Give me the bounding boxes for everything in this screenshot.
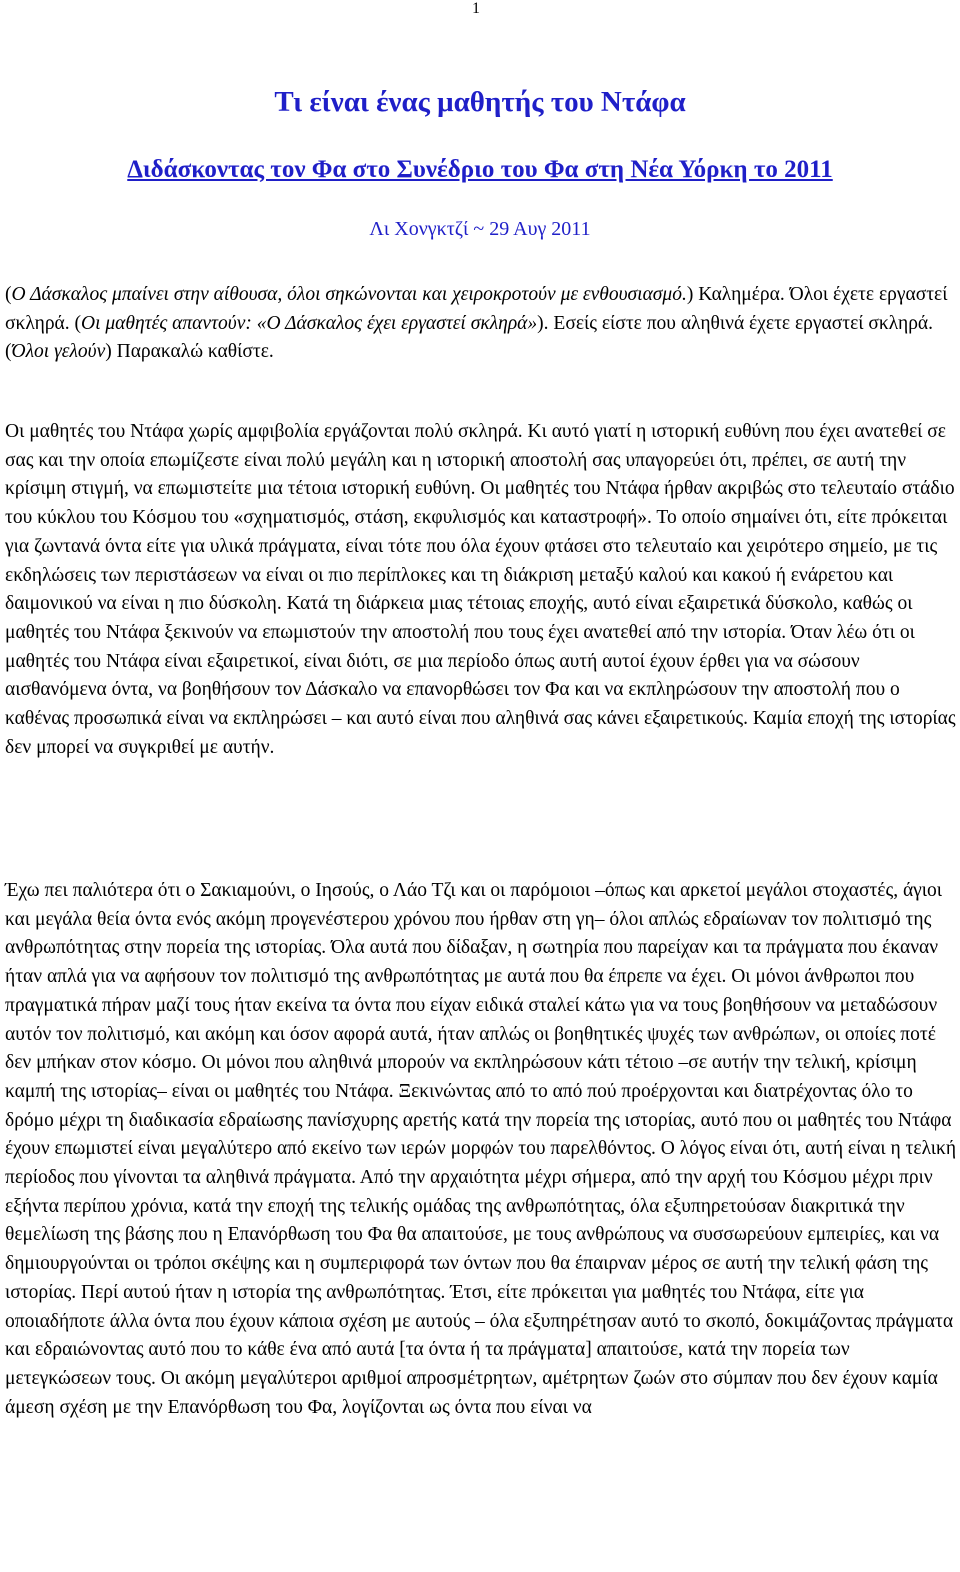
author-date: Λι Χονγκτζί ~ 29 Αυγ 2011 xyxy=(369,218,591,240)
body-paragraph-2: Έχω πει παλιότερα ότι ο Σακιαμούνι, ο Ιησούς, ο Λάο Τζι και οι παρόμοιοι –όπως και αρκετοί μεγάλοι στοχαστές, άγιοι και μεγάλα θεία όντα ενός ακόμη προγενέστερου χρόνου που ήρθαν στη γη– όλοι απλώς εδραίωναν τον πολιτισμό της ανθρωπότητας στην πορεία της ιστορίας. Όλα αυτά που δίδαξαν, η σωτηρία που παρείχαν και τα πράγματα που έκαναν ήταν απλά για να αφήσουν τον πολιτισμό της ανθρωπότητας με αυτά που θα έπρεπε να έχει. Οι μόνοι άνθρωποι που πραγματικά πήραν μαζί τους ήταν εκείνα τα όντα που είχαν ειδικά σταλεί κάτω για να τους βοηθήσουν να μεταδώσουν αυτόν τον πολιτισμό, και ακόμη και όσον αφορά αυτά, ήταν απλώς οι βοηθητικές ψυχές των ανθρώπων, οι οποίες ποτέ δεν μπήκαν στον κόσμο. Οι μόνοι που αληθινά μπορούν να εκπληρώσουν κάτι τέτοιο –σε αυτήν την τελική, κρίσιμη καμπή της ιστορίας– είναι οι μαθητές του Ντάφα. Ξεκινώντας από το από πού προέρχονται και διατρέχοντας όλο το δρόμο μέχρι τη διαδικασία εδραίωσης πανίσχυρης αρετής κατά την πορεία της ιστορίας, αυτό που οι μαθητές του Ντάφα έχουν επωμιστεί είναι μεγαλύτερο από εκείνο των ιερών μορφών του παρελθόντος. Ο λόγος είναι ότι, αυτή είναι η τελική περίοδος που γίνονται τα αληθινά πράγματα. Από την αρχαιότητα μέχρι σήμερα, από την αρχή του Κόσμου μέχρι πριν εξήντα περίπου χρόνια, κατά την εποχή της τελικής ομάδας της ανθρωπότητας, όλα εξυπηρετούσαν διακριτικά την θεμελίωση της βάσης που η Επανόρθωση του Φα θα απαιτούσε, με τους ανθρώπους να συσσωρεύουν εμπειρίες, και να δημιουργούνται οι τρόποι σκέψης και η συμπεριφορά των όντων που θα έπαιρναν μέρος σε αυτή την τελική φάση της ιστορίας. Περί αυτού ήταν η ιστορία της ανθρωπότητας. Έτσι, είτε πρόκειται για μαθητές του Ντάφα, είτε για οποιαδήποτε άλλα όντα που έχουν κάποια σχέση με αυτούς – όλα εξυπηρέτησαν αυτό το σκοπό, δοκιμάζοντας πράγματα και εδραιώνοντας αυτό που το κάθε ένα από αυτά [τα όντα ή τα πράγματα] απαιτούσε, κατά την πορεία των μετεγκώσεων τους. Οι ακόμη μεγαλύτεροι αριθμοί απροσμέτρητων, αμέτρητων ζωών στο σύμπαν που δεν έχουν καμία άμεση σχέση με την Επανόρθωση του Φα, λογίζονται ως όντα που είναι να xyxy=(5,880,957,1418)
intro-students-reply: Οι μαθητές απαντούν: «Ο Δάσκαλος έχει εργαστεί σκληρά» xyxy=(81,312,538,334)
intro-stage-direction: Ο Δάσκαλος μπαίνει στην αίθουσα, όλοι σηκώνονται και χειροκροτούν με ενθουσιασμό. xyxy=(11,284,687,305)
intro-response: ). Εσείς είστε που αληθινά έχετε εργαστεί σκληρά. ( xyxy=(5,312,934,363)
intro-closing: ) Παρακαλώ καθίστε. xyxy=(105,341,274,363)
page-title: Τι είναι ένας μαθητής του Ντάφα xyxy=(274,86,686,118)
intro-paren-open: ( xyxy=(5,284,12,305)
intro-laughter: Όλοι γελούν xyxy=(11,341,106,363)
body-paragraph-1: Οι μαθητές του Ντάφα χωρίς αμφιβολία εργάζονται πολύ σκληρά. Κι αυτό γιατί η ιστορική ευθύνη που έχει ανατεθεί σε σας και την οποία επωμίζεστε είναι πολύ μεγάλη και η ιστορική αποστολή σας υπαγορεύει ότι, πρέπει, σε αυτή την κρίσιμη στιγμή, να επωμιστείτε μια τέτοια ιστορική ευθύνη. Οι μαθητές του Ντάφα ήρθαν ακριβώς στο τελευταίο στάδιο του κύκλου του Κόσμου του «σχηματισμός, στάση, εκφυλισμός και καταστροφή». Το οποίο σημαίνει ότι, είτε πρόκειται για ζωντανά όντα είτε για υλικά πράγματα, είναι τότε που όλα έχουν φτάσει στο τελευταίο και χειρότερο σημείο, με τις εκδηλώσεις των περιστάσεων να είναι οι πιο περίπλοκες και τη διάκριση μεταξύ καλού και κακού ή ενάρετου και δαιμονικού να είναι η πιο δύσκολη. Κατά τη διάρκεια μιας τέτοιας εποχής, αυτό είναι εξαιρετικά δύσκολο, καθώς οι μαθητές του Ντάφα ξεκινούν να επωμιστούν την αποστολή που τους έχει ανατεθεί από την ιστορία. Όταν λέω ότι οι μαθητές του Ντάφα είναι εξαιρετικοί, είναι διότι, σε μια περίοδο όπως αυτή αυτοί έχουν έρθει για να σώσουν αισθανόμενα όντα, να βοηθήσουν τον Δάσκαλο να επανορθώσει τον Φα και να εκπληρώσουν την αποστολή που ο καθένας προσωπικά είναι να εκπληρώσει – και αυτό είναι που αληθινά σας κάνει εξαιρετικούς. Καμία εποχή της ιστορίας δεν μπορεί να συγκριθεί με αυτήν. xyxy=(5,421,956,758)
intro-greeting: ) Καλημέρα. Όλοι έχετε εργαστεί σκληρά. ( xyxy=(5,284,948,334)
intro-paragraph xyxy=(5,281,957,367)
page-subtitle: Διδάσκοντας τον Φα στο Συνέδριο του Φα στη Νέα Υόρκη το 2011 xyxy=(127,156,833,183)
page-number: 1 xyxy=(472,0,480,17)
